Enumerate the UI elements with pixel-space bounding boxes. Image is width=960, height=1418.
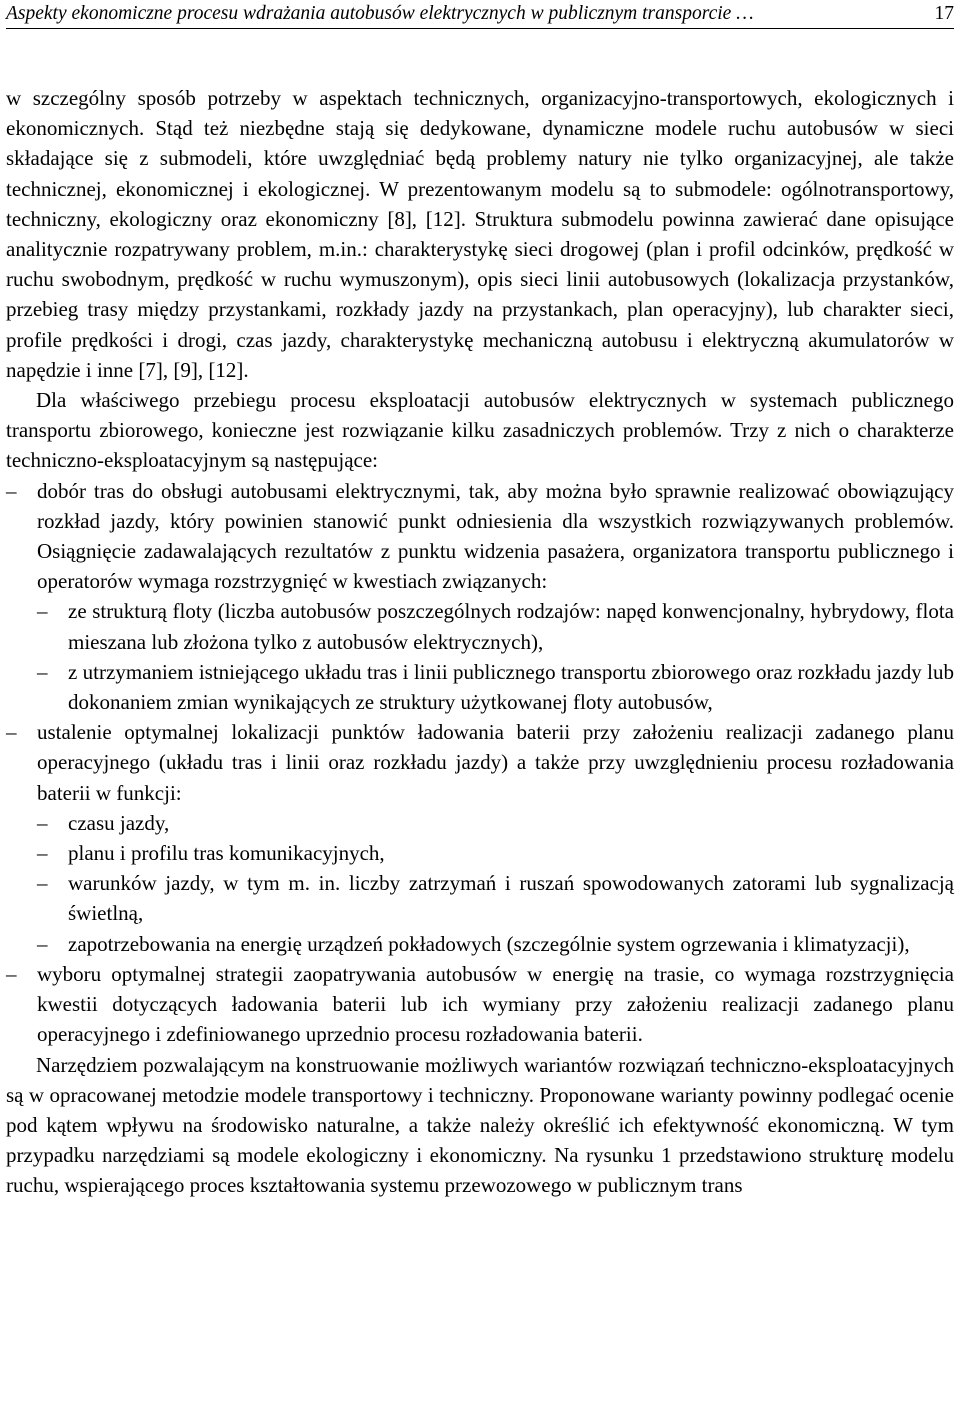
list-item-energy-strategy [6, 959, 954, 1050]
sub-list-item [37, 657, 954, 717]
list-item-text: ustalenie optymalnej lokalizacji punktów ładowania baterii przy założeniu realizacji zadanego planu operacyjnego (układu tras i linii oraz rozkładu jazdy) a także przy uwzględnieniu procesu rozładowania baterii w funkcji: [37, 720, 954, 805]
paragraph-2: Dla właściwego przebiegu procesu eksploatacji autobusów elektrycznych w systemach publicznego transportu zbiorowego, konieczne jest rozwiązanie kilku zasadniczych problemów. Trzy z nich o charakterze techniczno-eksploatacyjnym są następujące: [6, 388, 954, 473]
dash-bullet: – [6, 478, 17, 503]
dash-bullet: – [37, 931, 48, 956]
sub-list-item [37, 808, 954, 838]
problem-list [6, 476, 954, 1050]
running-header [6, 2, 954, 29]
list-item-text: dobór tras do obsługi autobusami elektrycznymi, tak, aby można było sprawnie realizować obowiązujący rozkład jazdy, który powinien stanowić punkt odniesienia dla wszystkich rozwiązywanych problemów. Osiągnięcie zadawalających rezultatów z punktu widzenia pasażera, organizatora transportu publicznego i operatorów wymaga rozstrzygnięć w kwestiach związanych: [37, 478, 954, 594]
paragraph-3: Narzędziem pozwalającym na konstruowanie możliwych wariantów rozwiązań techniczno-eksploatacyjnych są w opracowanej metodzie modele transportowy i techniczny. Proponowane warianty powinny podlegać ocenie pod kątem wpływu na środowisko naturalne, a także należy określić ich efektywność ekonomiczną. W tym przypadku narzędziami są modele ekologiczny i ekonomiczny. Na rysunku 1 przedstawiono strukturę modelu ruchu, wspierającego proces kształtowania systemu przewozowego w publicznym trans [6, 1052, 954, 1198]
sub-list-item [37, 838, 954, 868]
paragraph-1: w szczególny sposób potrzeby w aspektach technicznych, organizacyjno-transportowych, ekologicznych i ekonomicznych. Stąd też niezbędne stają się dedykowane, dynamiczne modele ruchu autobusów w sieci składające się z submodeli, które uwzględniać będą problemy natury nie tylko organizacyjnej, ale także technicznej, ekonomicznej i ekologicznej. W prezentowanym modelu są to submodele: ogólnotransportowy, techniczny, ekologiczny oraz ekonomiczny [8], [12]. Struktura submodelu powinna zawierać dane opisujące analitycznie rozpatrywany problem, m.in.: charakterystykę sieci drogowej (plan i profil odcinków, prędkość w ruchu swobodnym, prędkość w ruchu wymuszonym), opis sieci linii autobusowych (lokalizacja przystanków, przebieg trasy między przystankami, rozkłady jazdy na przystankach, plan operacyjny), lub charakter sieci, profile prędkości i drogi, czas jazdy, charakterystykę mechaniczną autobusu i elektryczną akumulatorów w napędzie i inne [7], [9], [12]. [6, 86, 954, 382]
list-item-charging-location [6, 717, 954, 959]
page-number: 17 [934, 3, 954, 24]
sub-list [37, 808, 954, 959]
list-item-route-selection [6, 476, 954, 718]
dash-bullet: – [6, 961, 17, 986]
dash-bullet: – [37, 599, 48, 624]
sub-list-item-text: czasu jazdy, [68, 810, 170, 835]
list-item-text: wyboru optymalnej strategii zaopatrywania autobusów w energię na trasie, co wymaga rozstrzygnięcia kwestii dotyczących ładowania baterii lub ich wymiany przy założeniu realizacji zadanego planu operacyjnego i zdefiniowanego uprzednio procesu rozładowania baterii. [37, 961, 954, 1047]
dash-bullet: – [37, 659, 48, 684]
dash-bullet: – [6, 720, 17, 745]
dash-bullet: – [37, 810, 48, 835]
sub-list-item-text: z utrzymaniem istniejącego układu tras i linii publicznego transportu zbiorowego oraz rozkładu jazdy lub dokonaniem zmian wynikających ze struktury użytkowanej floty autobusów, [68, 659, 954, 715]
running-title: Aspekty ekonomiczne procesu wdrażania autobusów elektrycznych w publicznym transporcie … [6, 3, 754, 24]
body-text [6, 83, 954, 1201]
dash-bullet: – [37, 841, 48, 866]
dash-bullet: – [37, 871, 48, 896]
sub-list-item [37, 596, 954, 656]
sub-list-item-text: zapotrzebowania na energię urządzeń pokładowych (szczególnie system ogrzewania i klimatyzacji), [68, 931, 910, 956]
sub-list [37, 596, 954, 717]
sub-list-item-text: ze strukturą floty (liczba autobusów poszczególnych rodzajów: napęd konwencjonalny, hybrydowy, flota mieszana lub złożona tylko z autobusów elektrycznych), [68, 599, 954, 654]
sub-list-item [37, 868, 954, 928]
sub-list-item-text: warunków jazdy, w tym m. in. liczby zatrzymań i ruszań spowodowanych zatorami lub sygnalizacją świetlną, [68, 871, 954, 926]
sub-list-item-text: planu i profilu tras komunikacyjnych, [68, 841, 385, 866]
sub-list-item [37, 929, 954, 959]
